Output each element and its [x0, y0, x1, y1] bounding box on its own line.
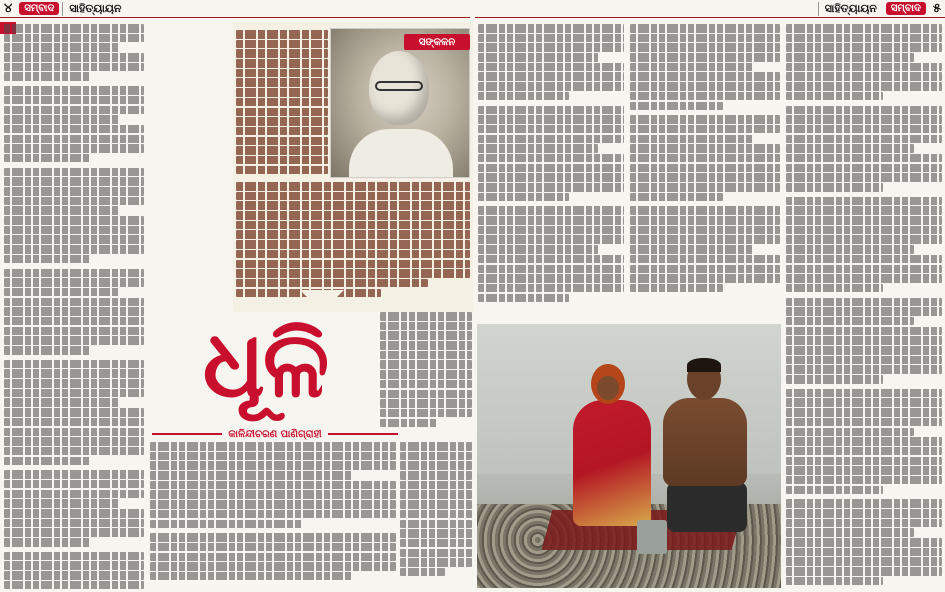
- text-column-6: [786, 24, 942, 590]
- text-column-5: [630, 24, 780, 320]
- page-number: ୫: [932, 1, 941, 16]
- section-stamp: ସଙ୍କଳନ: [404, 34, 470, 50]
- woman-figure: [573, 364, 643, 524]
- story-photo: [477, 324, 781, 588]
- text-column-2: [150, 442, 396, 590]
- page-header-left: [0, 0, 470, 18]
- masthead-logo: ସମ୍ବାଦ: [19, 2, 59, 15]
- author-portrait: [330, 28, 470, 178]
- author-name: କାଳିନ୍ଦୀଚରଣ ପାଣିଗ୍ରାହୀ: [228, 428, 322, 440]
- section-name: ସାହିତ୍ୟାୟନ: [62, 2, 127, 16]
- masthead-logo: ସମ୍ବାଦ: [886, 2, 926, 15]
- page-header-right: [475, 0, 945, 18]
- text-column-3-bottom: [400, 442, 472, 590]
- author-intro-text-continued: [236, 182, 470, 298]
- story-title: ଧୂଳି: [202, 311, 328, 418]
- man-figure: [663, 358, 747, 538]
- page-number: ୪: [4, 1, 13, 16]
- text-column-4: [478, 24, 624, 320]
- text-column-3-top: [380, 312, 472, 438]
- text-column-1: [4, 24, 144, 590]
- section-name: ସାହିତ୍ୟାୟନ: [818, 2, 883, 16]
- author-intro-text: [236, 30, 328, 175]
- byline: [152, 427, 398, 441]
